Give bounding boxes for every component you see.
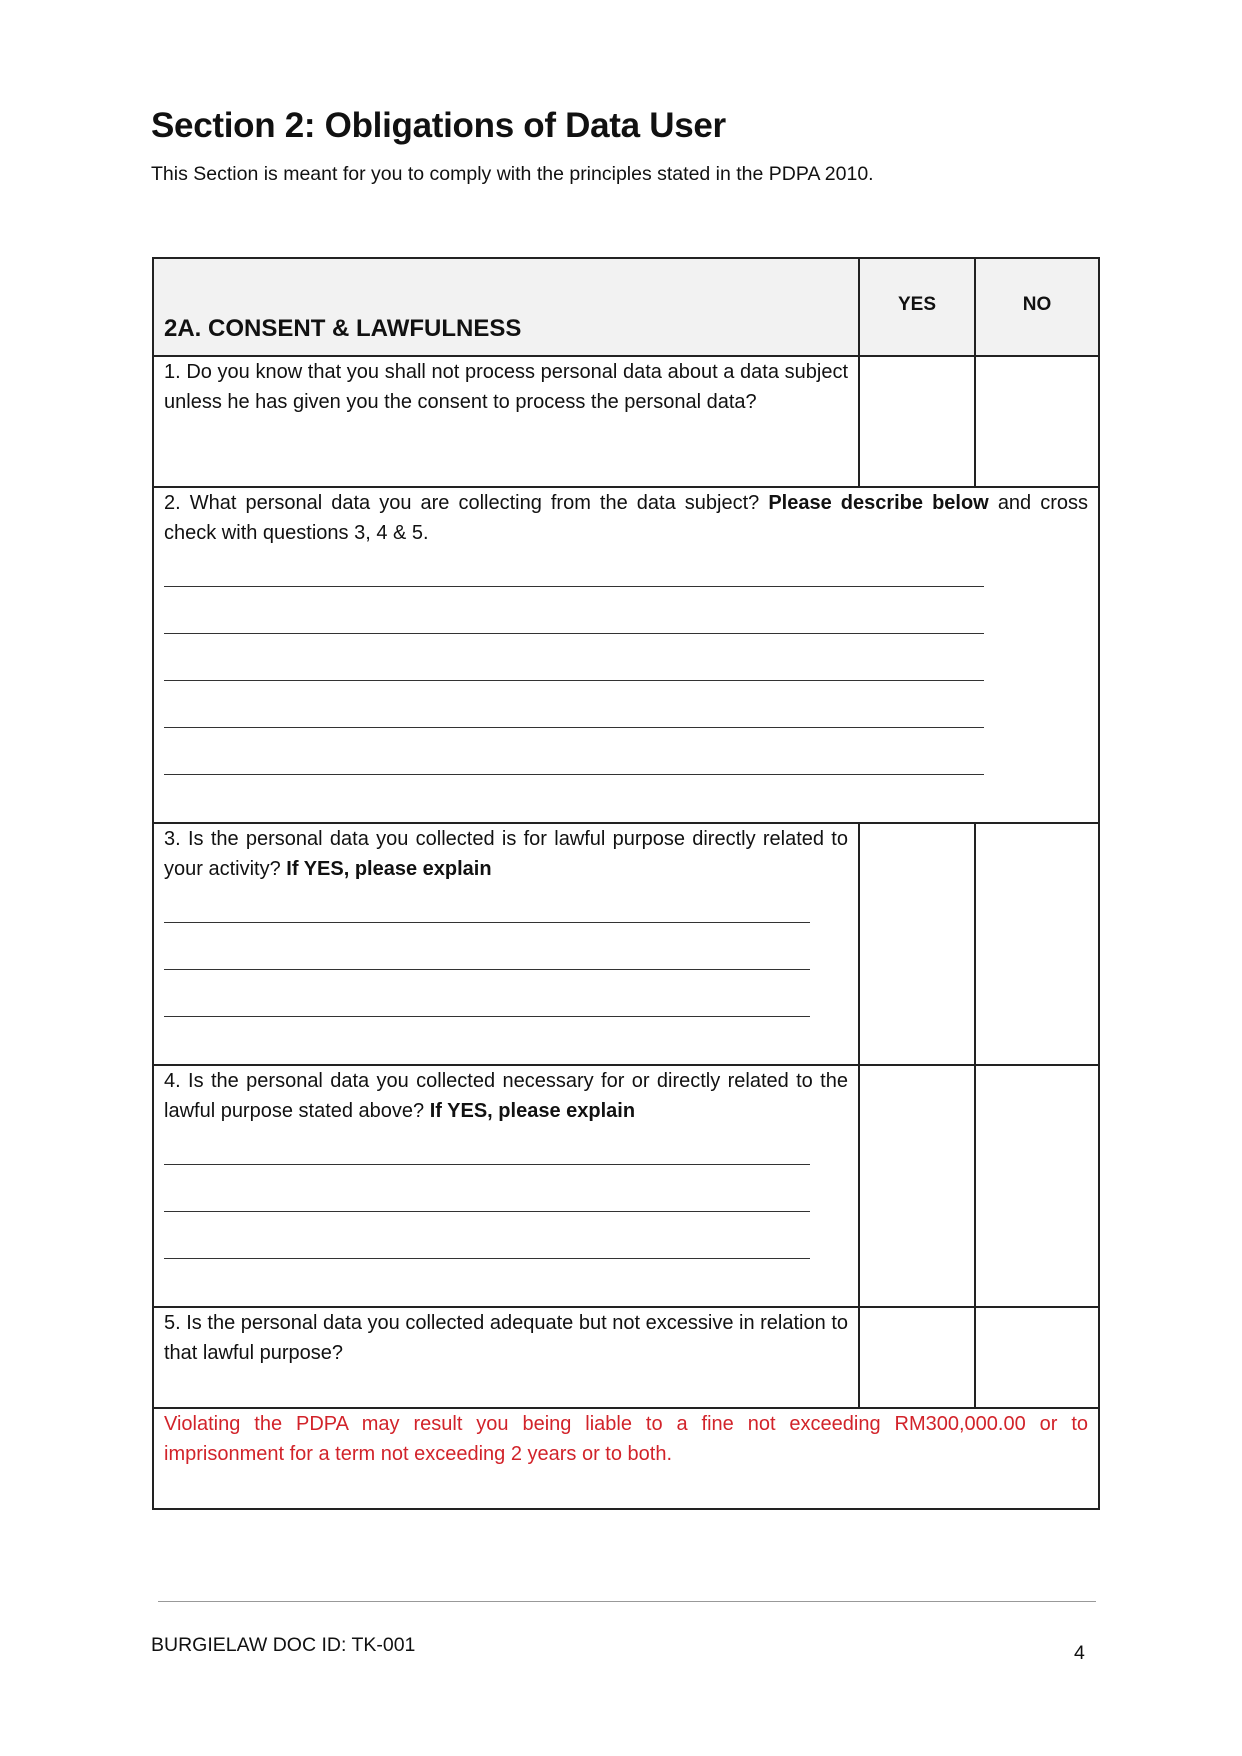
question-4-answer-line[interactable]	[164, 1242, 810, 1259]
penalty-warning: Violating the PDPA may result you being liable to a fine not exceeding RM300,000.00 or to imprisonment for a term not exceeding 2 years or to both.	[153, 1408, 1099, 1509]
question-row-4	[153, 1065, 1099, 1307]
question-3-yes-box[interactable]	[859, 823, 975, 1065]
question-1-no-box[interactable]	[975, 356, 1099, 487]
question-3-answer-line[interactable]	[164, 953, 810, 970]
page-number: 4	[1074, 1642, 1085, 1664]
table-title: 2A. CONSENT & LAWFULNESS	[153, 258, 859, 356]
section-title: Section 2: Obligations of Data User	[151, 106, 726, 145]
no-column-header: NO	[975, 258, 1099, 356]
yes-column-header: YES	[859, 258, 975, 356]
question-row-5	[153, 1307, 1099, 1408]
question-2-answer-line[interactable]	[164, 617, 984, 634]
question-row-2	[153, 487, 1099, 823]
question-2-answer-line[interactable]	[164, 758, 984, 775]
question-4-answer-line[interactable]	[164, 1148, 810, 1165]
section-intro: This Section is meant for you to comply with the principles stated in the PDPA 2010.	[151, 163, 874, 185]
question-4-text: 4. Is the personal data you collected necessary for or directly related to the lawful purpose stated above?	[164, 1070, 848, 1122]
question-5-no-box[interactable]	[975, 1307, 1099, 1408]
question-3-answer-line[interactable]	[164, 906, 810, 923]
question-3-no-box[interactable]	[975, 823, 1099, 1065]
question-5-text: 5. Is the personal data you collected adequate but not excessive in relation to that lawful purpose?	[153, 1307, 859, 1408]
question-2-bold-instruction: Please describe below	[768, 492, 989, 514]
question-3-cell	[153, 823, 859, 1065]
question-2-text: 2. What personal data you are collecting from the data subject?	[164, 492, 760, 514]
document-id: BURGIELAW DOC ID: TK-001	[151, 1634, 416, 1656]
question-1-text: 1. Do you know that you shall not process personal data about a data subject unless he has given you the consent to process the personal data?	[153, 356, 859, 487]
footer-divider	[158, 1601, 1096, 1602]
question-3-answer-line[interactable]	[164, 1000, 810, 1017]
question-3-text: 3. Is the personal data you collected is for lawful purpose directly related to your activity?	[164, 828, 848, 880]
question-3-bold-instruction: If YES, please explain	[286, 858, 492, 880]
table-header-row	[153, 258, 1099, 356]
question-row-3	[153, 823, 1099, 1065]
warning-row	[153, 1408, 1099, 1509]
question-2-cell	[153, 487, 1099, 823]
question-row-1	[153, 356, 1099, 487]
question-5-yes-box[interactable]	[859, 1307, 975, 1408]
question-4-cell	[153, 1065, 859, 1307]
question-4-answer-line[interactable]	[164, 1195, 810, 1212]
question-4-yes-box[interactable]	[859, 1065, 975, 1307]
question-4-no-box[interactable]	[975, 1065, 1099, 1307]
question-2-answer-line[interactable]	[164, 570, 984, 587]
question-1-yes-box[interactable]	[859, 356, 975, 487]
question-2-text-after: and cross check with questions 3, 4 & 5.	[164, 492, 1089, 544]
question-2-answer-line[interactable]	[164, 711, 984, 728]
question-4-bold-instruction: If YES, please explain	[429, 1100, 636, 1122]
consent-lawfulness-table	[152, 257, 1100, 1510]
question-2-answer-line[interactable]	[164, 664, 984, 681]
